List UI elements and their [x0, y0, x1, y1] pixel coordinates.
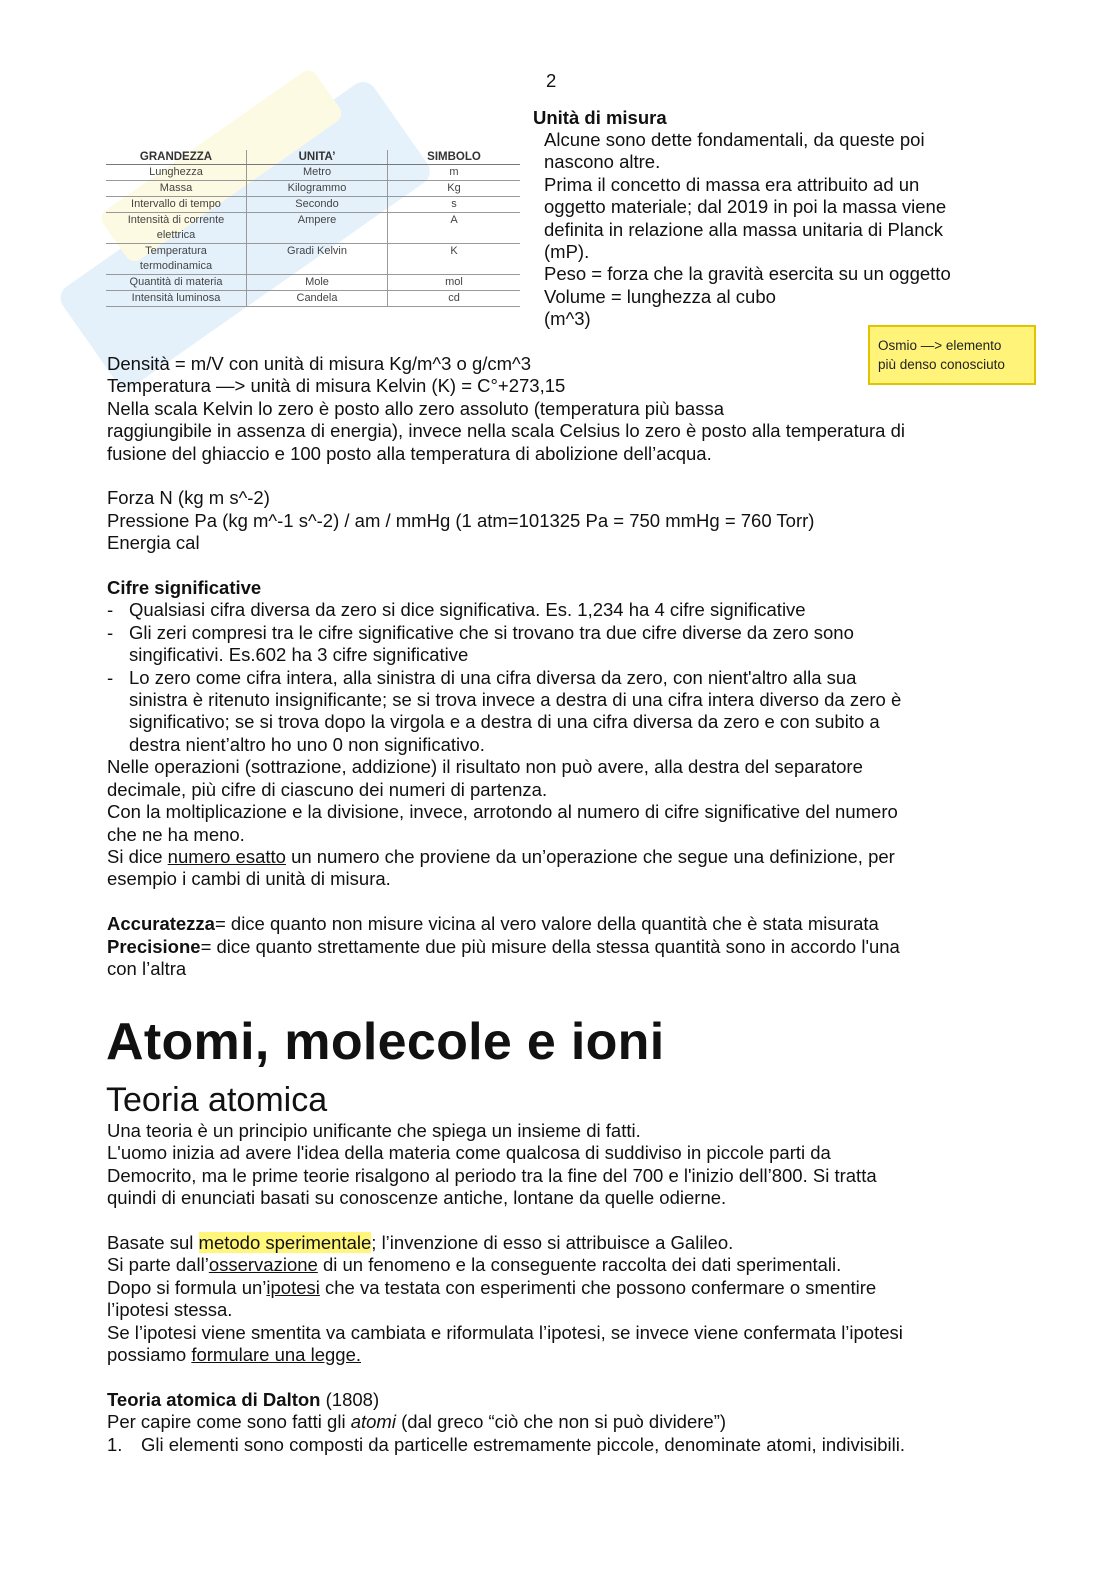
- sigfig-section: [107, 577, 1007, 891]
- table-cell: Kilogrammo: [247, 181, 388, 197]
- table-header-cell: UNITA’: [247, 150, 388, 165]
- theory-column: [107, 1120, 1007, 1456]
- table-cell: Quantità di materia: [106, 275, 247, 291]
- highlighted-term: metodo sperimentale: [198, 1232, 372, 1254]
- page-number: 2: [546, 70, 557, 91]
- text-line: Forza N (kg m s^-2): [107, 487, 270, 509]
- text-line: Se l’ipotesi viene smentita va cambiata e riformulata l’ipotesi, se invece viene confermata l’ipotesi: [107, 1321, 903, 1343]
- text-line: raggiungibile in assenza di energia), invece nella scala Celsius lo zero è posto alla temperatura di: [107, 420, 906, 442]
- chapter-title: Atomi, molecole e ioni: [106, 1013, 665, 1071]
- section-title: Teoria atomica di Dalton: [107, 1388, 321, 1410]
- table-cell: Temperatura termodinamica: [106, 244, 247, 275]
- table-cell: Candela: [247, 291, 388, 307]
- text-line: Nelle operazioni (sottrazione, addizione) il risultato non può avere, alla destra del separatore: [107, 756, 863, 778]
- text-line: Energia cal: [107, 532, 200, 554]
- italic-term: atomi: [350, 1411, 396, 1433]
- method-block: [107, 1232, 1007, 1366]
- text-line: singificativi. Es.602 ha 3 cifre significative: [129, 644, 469, 666]
- text-line: [107, 1411, 1007, 1433]
- list-item: [107, 622, 1007, 667]
- text-fragment: Basate sul: [107, 1232, 199, 1254]
- text-line: Temperatura —> unità di misura Kelvin (K) = C°+273,15: [107, 375, 566, 397]
- text-line: Prima il concetto di massa era attribuito ad un: [544, 173, 920, 195]
- text-line: nascono altre.: [544, 151, 661, 173]
- table-cell: Gradi Kelvin: [247, 244, 388, 275]
- text-line: quindi di enunciati basati su conoscenze antiche, lontane da quelle odierne.: [107, 1187, 727, 1209]
- table-cell: K: [388, 244, 521, 275]
- text-line: oggetto materiale; dal 2019 in poi la massa viene: [544, 196, 947, 218]
- text-line: [107, 1254, 1007, 1276]
- text-line: Una teoria è un principio unificante che spiega un insieme di fatti.: [107, 1120, 641, 1141]
- table-cell: Lunghezza: [106, 165, 247, 181]
- text-line: Lo zero come cifra intera, alla sinistra di una cifra diversa da zero, con nient'altro alla sua: [129, 666, 857, 688]
- table-cell: Intensità di corrente elettrica: [106, 213, 247, 244]
- text-line: [107, 1277, 1007, 1299]
- text-line: che ne ha meno.: [107, 823, 245, 845]
- text-fragment: di un fenomeno e la conseguente raccolta dei dati sperimentali.: [317, 1254, 842, 1276]
- dash-bullet: -: [107, 666, 114, 688]
- text-line: esempio i cambi di unità di misura.: [107, 868, 391, 890]
- table-cell: Mole: [247, 275, 388, 291]
- underlined-term: formulare una legge.: [191, 1344, 362, 1366]
- text-line: Alcune sono dette fondamentali, da queste poi: [544, 129, 925, 150]
- units-body: [544, 129, 951, 331]
- text-line: sinistra è ritenuto insignificante; se si trova invece a destra di una cifra intera diverso da zero è: [129, 689, 902, 711]
- text-line: definita in relazione alla massa unitaria di Planck: [544, 218, 943, 240]
- text-line: Con la moltiplicazione e la divisione, invece, arrotondo al numero di cifre significative del numero: [107, 801, 898, 823]
- underlined-term: numero esatto: [167, 845, 286, 867]
- text-fragment: possiamo: [107, 1344, 192, 1366]
- text-fragment: (dal greco “ciò che non si può dividere”): [395, 1411, 727, 1433]
- text-line: Qualsiasi cifra diversa da zero si dice significativa. Es. 1,234 ha 4 cifre significative: [129, 599, 806, 621]
- note-line: Osmio —> elemento: [878, 338, 1002, 353]
- text-fragment: Si parte dall’: [107, 1254, 209, 1276]
- dash-bullet: -: [107, 621, 114, 643]
- units-title: Unità di misura: [533, 107, 667, 128]
- year: (1808): [320, 1388, 380, 1410]
- table-cell: m: [388, 165, 521, 181]
- text-line: con l’altra: [107, 957, 187, 979]
- chapter-subtitle: Teoria atomica: [106, 1081, 328, 1119]
- text-line: Densità = m/V con unità di misura Kg/m^3 o g/cm^3: [107, 353, 532, 374]
- text-fragment: Per capire come sono fatti gli: [107, 1411, 351, 1433]
- text-line: [107, 913, 1007, 935]
- table-cell: Metro: [247, 165, 388, 181]
- text-line: fusione del ghiaccio e 100 posto alla temperatura di abolizione dell’acqua.: [107, 442, 712, 464]
- table-cell: s: [388, 197, 521, 213]
- text-line: decimale, più cifre di ciascuno dei numeri di partenza.: [107, 778, 548, 800]
- underlined-term: ipotesi: [266, 1276, 320, 1298]
- text-fragment: ; l’invenzione di esso si attribuisce a Galileo.: [371, 1232, 734, 1254]
- density-block: [107, 353, 1007, 465]
- definition: = dice quanto strettamente due più misure della stessa quantità sono in accordo l'una: [200, 935, 900, 957]
- text-line: (m^3): [544, 308, 591, 330]
- text-fragment: che va testata con esperimenti che possono confermare o smentire: [319, 1276, 877, 1298]
- table-cell: Secondo: [247, 197, 388, 213]
- force-block: [107, 487, 1007, 554]
- table-cell: cd: [388, 291, 521, 307]
- text-line: Pressione Pa (kg m^-1 s^-2) / am / mmHg (1 atm=101325 Pa = 750 mmHg = 760 Torr): [107, 509, 815, 531]
- text-fragment: Si dice: [107, 845, 168, 867]
- table-cell: Intervallo di tempo: [106, 197, 247, 213]
- item-number: 1.: [107, 1433, 123, 1455]
- table-row: [106, 244, 520, 275]
- table-row: [106, 197, 520, 213]
- dalton-block: [107, 1389, 1007, 1456]
- text-line: Gli elementi sono composti da particelle estremamente piccole, denominate atomi, indivisibili.: [141, 1433, 906, 1455]
- table-cell: Massa: [106, 181, 247, 197]
- text-line: [107, 1344, 1007, 1366]
- section-title: Cifre significative: [107, 577, 262, 599]
- text-line: [107, 846, 1007, 868]
- term: Precisione: [107, 935, 201, 957]
- text-fragment: Dopo si formula un’: [107, 1276, 267, 1298]
- note-line: più denso conosciuto: [878, 357, 1005, 372]
- table-header-cell: GRANDEZZA: [106, 150, 247, 165]
- table-cell: Intensità luminosa: [106, 291, 247, 307]
- text-line: Nella scala Kelvin lo zero è posto allo zero assoluto (temperatura più bassa: [107, 397, 724, 419]
- text-fragment: un numero che proviene da un’operazione che segue una definizione, per: [285, 845, 895, 867]
- table-header-row: [106, 150, 520, 165]
- underlined-term: osservazione: [208, 1254, 318, 1276]
- text-line: Volume = lunghezza al cubo: [544, 285, 776, 307]
- text-line: Peso = forza che la gravità esercita su un oggetto: [544, 263, 951, 285]
- table-row: [106, 213, 520, 244]
- table-header-cell: SIMBOLO: [388, 150, 521, 165]
- text-line: [107, 936, 1007, 958]
- text-line: (mP).: [544, 241, 590, 263]
- text-line: significativo; se si trova dopo la virgola e a destra di una cifra diversa da zero e con subito a: [129, 711, 880, 733]
- table-row: [106, 181, 520, 197]
- text-line: destra nient’altro ho uno 0 non significativo.: [129, 733, 485, 755]
- text-line: l’ipotesi stessa.: [107, 1299, 233, 1321]
- term: Accuratezza: [107, 913, 215, 935]
- definition: = dice quanto non misure vicina al vero valore della quantità che è stata misurata: [214, 913, 879, 935]
- accuracy-section: [107, 913, 1007, 980]
- main-column: [107, 353, 1007, 980]
- text-line: Gli zeri compresi tra le cifre significative che si trovano tra due cifre diverse da zero sono: [129, 621, 854, 643]
- numbered-item: [107, 1434, 1007, 1456]
- table-row: [106, 165, 520, 181]
- list-item: [107, 667, 1007, 757]
- table-cell: Ampere: [247, 213, 388, 244]
- table-cell: mol: [388, 275, 521, 291]
- table-cell: A: [388, 213, 521, 244]
- units-table: [106, 150, 520, 307]
- table-row: [106, 291, 520, 307]
- theory-block: [107, 1120, 1007, 1210]
- text-line: L'uomo inizia ad avere l'idea della materia come qualcosa di suddiviso in piccole parti da: [107, 1142, 831, 1164]
- table-row: [106, 275, 520, 291]
- dash-bullet: -: [107, 599, 114, 621]
- table-cell: Kg: [388, 181, 521, 197]
- text-line: [107, 1389, 1007, 1411]
- text-line: Democrito, ma le prime teorie risalgono al periodo tra la fine del 700 e l'inizio dell’800. Si tratta: [107, 1164, 877, 1186]
- text-line: [107, 1232, 1007, 1254]
- list-item: [107, 599, 1007, 621]
